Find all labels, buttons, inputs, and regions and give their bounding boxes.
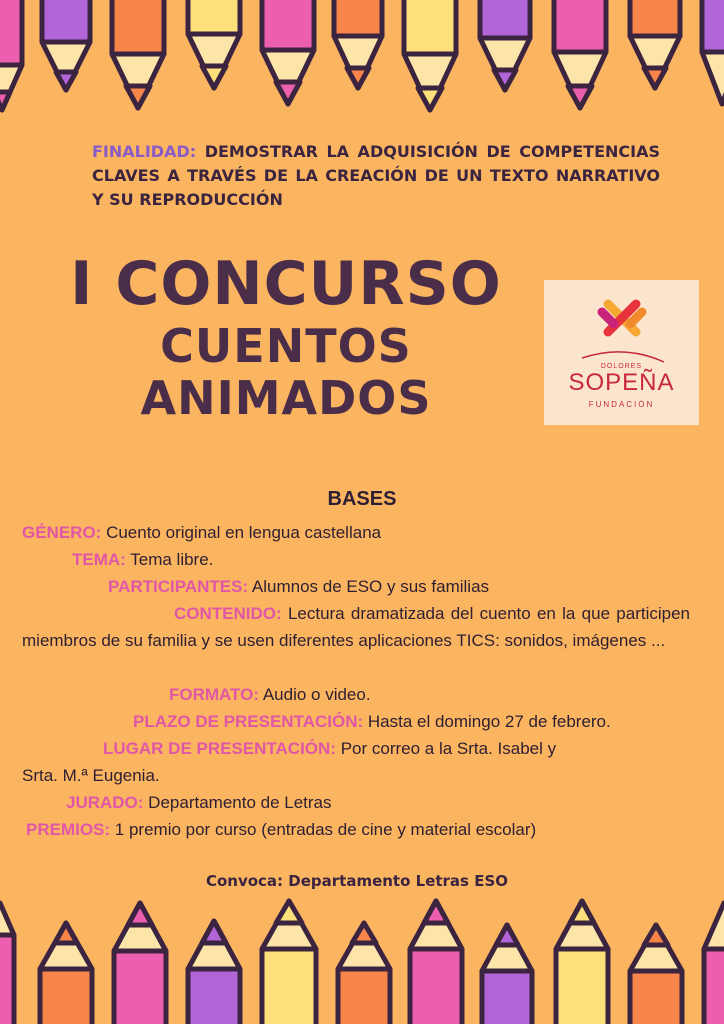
lugar-line-2 bbox=[22, 762, 690, 789]
plazo-line bbox=[22, 708, 713, 735]
contenido-label: CONTENIDO: bbox=[174, 604, 282, 623]
bottom-pencils-decoration bbox=[0, 895, 724, 1024]
contenido-paragraph bbox=[22, 600, 690, 654]
tema-line bbox=[22, 546, 690, 573]
jurado-value: Departamento de Letras bbox=[143, 793, 332, 812]
finalidad-paragraph bbox=[92, 140, 660, 212]
participantes-label: PARTICIPANTES: bbox=[108, 577, 249, 596]
plazo-value: Hasta el domingo 27 de febrero. bbox=[363, 712, 611, 731]
genero-line bbox=[22, 519, 690, 546]
top-pencils-decoration bbox=[0, 0, 724, 130]
jurado-label: JURADO: bbox=[66, 793, 144, 812]
logo-dolores: DOLORES bbox=[600, 363, 643, 370]
finalidad-label: FINALIDAD: bbox=[92, 142, 197, 161]
premios-label: PREMIOS: bbox=[26, 820, 111, 839]
jurado-line bbox=[22, 789, 690, 816]
plazo-label: PLAZO DE PRESENTACIÓN: bbox=[133, 712, 364, 731]
participantes-line bbox=[22, 573, 690, 600]
convoca-footer: Convoca: Departamento Letras ESO bbox=[205, 872, 509, 890]
tema-value: Tema libre. bbox=[125, 550, 214, 569]
genero-value: Cuento original en lengua castellana bbox=[101, 523, 382, 542]
title-line-2: CUENTOS bbox=[160, 319, 412, 373]
title-line-1: I CONCURSO bbox=[70, 249, 502, 319]
formato-line bbox=[22, 681, 690, 708]
premios-line bbox=[22, 816, 690, 843]
tema-label: TEMA: bbox=[72, 550, 126, 569]
premios-value: 1 premio por curso (entradas de cine y material escolar) bbox=[110, 820, 537, 839]
finalidad-text: DEMOSTRAR LA ADQUISICIÓN DE COMPETENCIAS CLAVES A TRAVÉS DE LA CREACIÓN DE UN TEXTO NARRATIVO Y SU REPRODUCCIÓN bbox=[92, 142, 660, 209]
bases-heading: BASES bbox=[327, 488, 397, 510]
lugar-label: LUGAR DE PRESENTACIÓN: bbox=[103, 739, 336, 758]
formato-label: FORMATO: bbox=[169, 685, 260, 704]
sopena-logo bbox=[544, 280, 699, 425]
logo-brand: SOPEÑA bbox=[568, 369, 675, 396]
contenido-value: Lectura dramatizada del cuento en la que participen miembros de su familia y se usen diferentes aplicaciones TICS: sonidos, imágenes ... bbox=[22, 604, 690, 650]
lugar-value-2: Srta. M.ª Eugenia. bbox=[22, 766, 160, 785]
logo-fundacion: FUNDACIÓN bbox=[588, 400, 655, 409]
participantes-value: Alumnos de ESO y sus familias bbox=[248, 577, 490, 596]
formato-value: Audio o video. bbox=[259, 685, 371, 704]
lugar-value: Por correo a la Srta. Isabel y bbox=[335, 739, 557, 758]
lugar-line bbox=[22, 735, 690, 762]
genero-label: GÉNERO: bbox=[22, 523, 102, 542]
title-line-3: ANIMADOS bbox=[140, 371, 432, 425]
